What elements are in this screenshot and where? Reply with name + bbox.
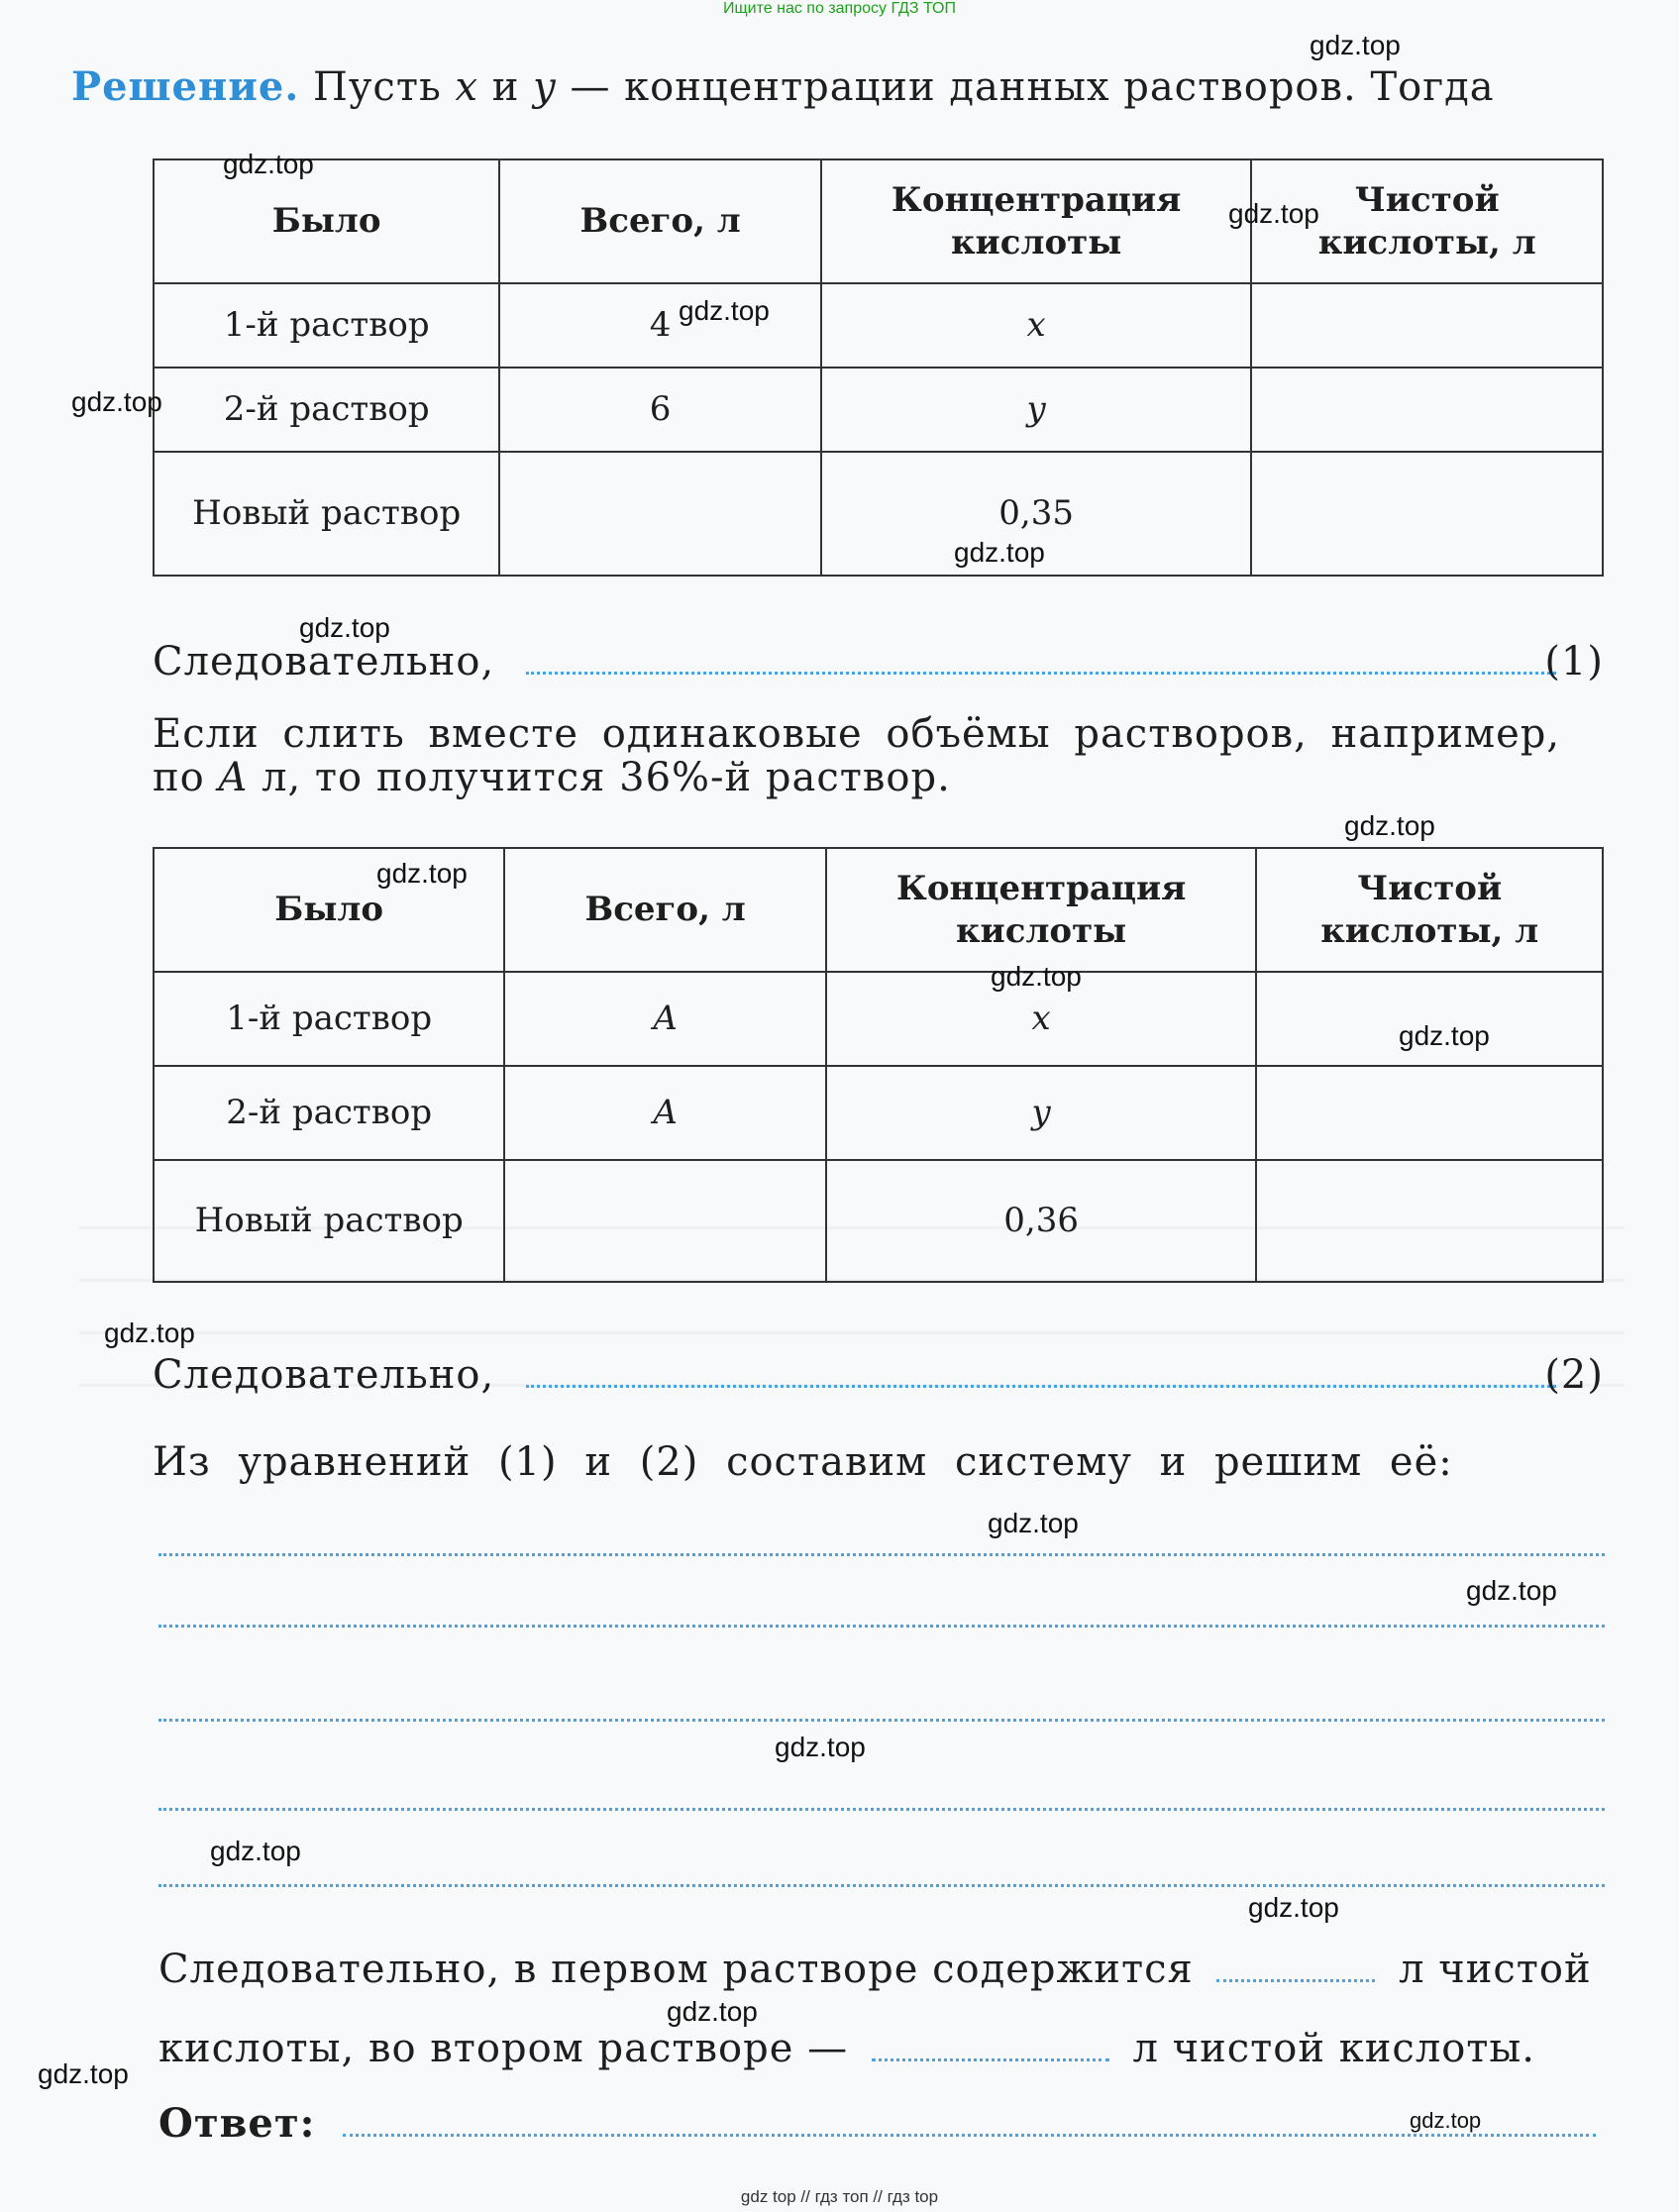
solution-intro: Решение. Пусть x и y — концентрации данных растворов. Тогда (71, 63, 1495, 110)
system-line: Из уравнений (1) и (2) составим систему и решим её: (153, 1439, 1453, 1485)
watermark: gdz.top (679, 295, 770, 326)
watermark: gdz.top (299, 612, 390, 643)
table1-header-concentration: Концентрация кислоты (821, 159, 1252, 283)
watermark: gdz.top (988, 1508, 1079, 1538)
table1-row2-total: 6 (499, 368, 820, 452)
answer-label: Ответ: (158, 2100, 316, 2147)
answer-line (158, 2100, 1605, 2147)
work-line-5[interactable] (158, 1884, 1605, 1887)
table1-row1-conc: x (821, 283, 1252, 368)
watermark: gdz.top (1344, 810, 1435, 841)
watermark: gdz.top (775, 1732, 866, 1762)
watermark: gdz.top (104, 1317, 195, 1348)
mix-line-2: по A л, то получится 36%-й раствор. (153, 755, 951, 800)
table-1 (153, 158, 1604, 577)
table2-row2-pure[interactable] (1256, 1066, 1603, 1160)
watermark: gdz.top (71, 386, 162, 417)
table2-header-total: Всего, л (504, 848, 825, 972)
mix-line-1: Если слить вместе одинаковые объёмы растворов, например, (153, 711, 1561, 757)
table2-row3-conc: 0,36 (826, 1160, 1257, 1282)
table1-header-was: Было (154, 159, 499, 283)
table1-row2-pure[interactable] (1251, 368, 1603, 452)
watermark: gdz.top (38, 2058, 129, 2089)
table2-row1-label: 1-й раствор (154, 972, 504, 1066)
conclusion-line-2: кислоты, во втором растворе — л чистой кислоты. (158, 2026, 1535, 2071)
table1-row2-conc: y (821, 368, 1252, 452)
work-line-2[interactable] (158, 1625, 1605, 1628)
watermark: gdz.top (991, 961, 1082, 992)
footer-links[interactable]: gdz top // гдз топ // гдз top (740, 2187, 939, 2206)
table1-row3-label: Новый раствор (154, 452, 499, 576)
table1-row3-conc: 0,35 (821, 452, 1252, 576)
top-banner[interactable]: Ищите нас по запросу ГДЗ ТОП (723, 0, 956, 17)
equation-2-blank[interactable] (526, 1377, 1556, 1388)
watermark: gdz.top (1310, 30, 1401, 60)
equation-1-blank[interactable] (526, 664, 1556, 675)
table1-row1-label: 1-й раствор (154, 283, 499, 368)
table1-row2-label: 2-й раствор (154, 368, 499, 452)
answer-blank[interactable] (343, 2126, 1596, 2137)
table2-row3-label: Новый раствор (154, 1160, 504, 1282)
watermark: gdz.top (1410, 2108, 1482, 2133)
watermark: gdz.top (954, 537, 1045, 568)
watermark: gdz.top (210, 1836, 301, 1866)
conclusion-line-1: Следовательно, в первом растворе содержится л чистой (158, 1947, 1592, 1992)
watermark: gdz.top (1228, 198, 1319, 229)
solution-label: Решение. (71, 63, 300, 110)
table1-header-pure-acid: Чистой кислоты, л (1251, 159, 1603, 283)
table2-row1-conc: x (826, 972, 1257, 1066)
watermark: gdz.top (1248, 1892, 1339, 1923)
watermark: gdz.top (1399, 1020, 1490, 1051)
watermark: gdz.top (223, 149, 314, 179)
watermark: gdz.top (1466, 1575, 1557, 1606)
work-line-1[interactable] (158, 1553, 1605, 1556)
second-solution-acid-blank[interactable] (872, 2051, 1109, 2061)
table2-header-concentration: Концентрация кислоты (826, 848, 1257, 972)
table1-row3-pure[interactable] (1251, 452, 1603, 576)
table2-header-pure-acid: Чистой кислоты, л (1256, 848, 1603, 972)
equation-2-line: Следовательно, (2) (153, 1352, 1604, 1398)
watermark: gdz.top (376, 858, 468, 889)
work-line-3[interactable] (158, 1719, 1605, 1722)
table2-row2-conc: y (826, 1066, 1257, 1160)
table2-row2-total: A (504, 1066, 825, 1160)
table2-header-was: Было (154, 848, 504, 972)
table-2 (153, 847, 1604, 1283)
table2-row3-pure[interactable] (1256, 1160, 1603, 1282)
equation-1-line: Следовательно, (1) (153, 639, 1604, 685)
table1-row1-pure[interactable] (1251, 283, 1603, 368)
table1-header-total: Всего, л (499, 159, 820, 283)
watermark: gdz.top (667, 1996, 758, 2027)
table2-row2-label: 2-й раствор (154, 1066, 504, 1160)
table1-row3-total[interactable] (499, 452, 820, 576)
work-line-4[interactable] (158, 1808, 1605, 1811)
table2-row3-total[interactable] (504, 1160, 825, 1282)
table1-row1-total: 4 (499, 283, 820, 368)
table2-row1-total: A (504, 972, 825, 1066)
first-solution-acid-blank[interactable] (1216, 1971, 1375, 1982)
